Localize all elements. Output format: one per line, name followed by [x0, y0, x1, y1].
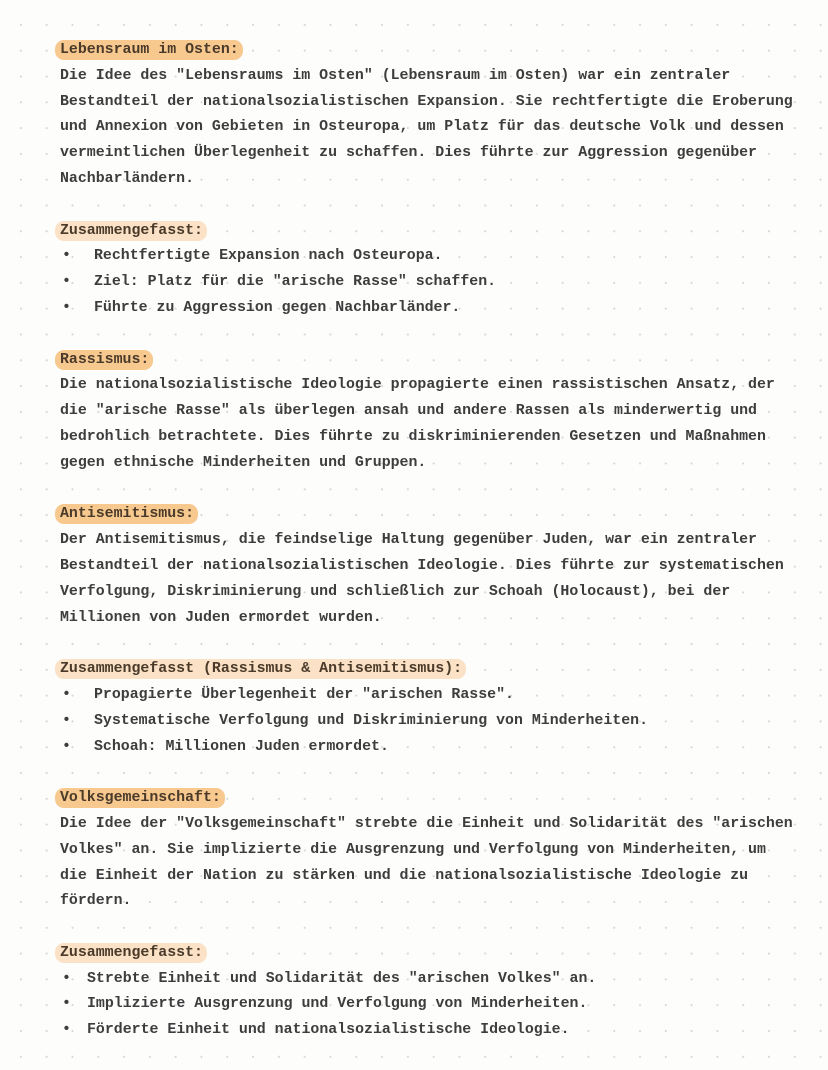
- bullet-icon: •: [62, 970, 71, 987]
- paragraph-line: Die nationalsozialistische Ideologie propagierte einen rassistischen Ansatz, der: [60, 377, 775, 394]
- paragraph-line: Volkes" an. Sie implizierte die Ausgrenzung und Verfolgung von Minderheiten, um: [60, 841, 766, 858]
- list-item: [60, 967, 820, 993]
- section-heading-line: [60, 348, 820, 374]
- summary-heading: Zusammengefasst (Rassismus & Antisemitismus):: [55, 659, 466, 679]
- summary-heading-line: [60, 657, 820, 683]
- summary-heading-line: [60, 219, 820, 245]
- summary-section: [60, 941, 820, 1044]
- list-item: [60, 709, 820, 735]
- bullet-text: Propagierte Überlegenheit der "arischen Rasse".: [94, 686, 514, 703]
- section-heading: Rassismus:: [55, 350, 153, 370]
- bullet-text: Implizierte Ausgrenzung und Verfolgung von Minderheiten.: [87, 996, 588, 1013]
- list-item: [60, 683, 820, 709]
- summary-section: [60, 219, 820, 322]
- bullet-icon: •: [62, 1022, 71, 1039]
- summary-heading-line: [60, 941, 820, 967]
- paragraph-line: Die Idee des "Lebensraums im Osten" (Lebensraum im Osten) war ein zentraler: [60, 67, 731, 84]
- summary-heading: Zusammengefasst:: [55, 943, 207, 963]
- section: [60, 786, 820, 915]
- bullet-text: Schoah: Millionen Juden ermordet.: [94, 738, 389, 755]
- bullet-text: Systematische Verfolgung und Diskriminierung von Minderheiten.: [94, 712, 649, 729]
- summary-section: [60, 657, 820, 760]
- paragraph-line: bedrohlich betrachtete. Dies führte zu diskriminierenden Gesetzen und Maßnahmen: [60, 428, 766, 445]
- paragraph-line: vermeintlichen Überlegenheit zu schaffen. Dies führte zur Aggression gegenüber: [60, 145, 757, 162]
- section-heading: Antisemitismus:: [55, 504, 198, 524]
- bullet-text: Ziel: Platz für die "arische Rasse" schaffen.: [94, 274, 497, 291]
- paragraph-line: Bestandteil der nationalsozialistischen Expansion. Sie rechtfertigte die Eroberung: [60, 93, 793, 110]
- paragraph-line: Verfolgung, Diskriminierung und schließlich zur Schoah (Holocaust), bei der: [60, 583, 731, 600]
- list-item: [60, 244, 820, 270]
- bullet-icon: •: [62, 712, 71, 729]
- bullet-list: [60, 244, 820, 321]
- paragraph-line: Die Idee der "Volksgemeinschaft" strebte die Einheit und Solidarität des "arischen: [60, 815, 793, 832]
- section: [60, 348, 820, 477]
- paragraph-line: und Annexion von Gebieten in Osteuropa, um Platz für das deutsche Volk und dessen: [60, 119, 784, 136]
- summary-heading: Zusammengefasst:: [55, 221, 207, 241]
- paragraph-line: Bestandteil der nationalsozialistischen Ideologie. Dies führte zur systematischen: [60, 557, 784, 574]
- list-item: [60, 735, 820, 761]
- section: [60, 38, 820, 193]
- bullet-icon: •: [62, 299, 71, 316]
- section-heading-line: [60, 786, 820, 812]
- bullet-icon: •: [62, 738, 71, 755]
- paragraph-line: Der Antisemitismus, die feindselige Haltung gegenüber Juden, war ein zentraler: [60, 532, 757, 549]
- bullet-text: Rechtfertigte Expansion nach Osteuropa.: [94, 248, 443, 265]
- paragraph-line: fördern.: [60, 893, 132, 910]
- section: [60, 502, 820, 631]
- section-heading-line: [60, 38, 820, 64]
- list-item: [60, 270, 820, 296]
- section-heading: Volksgemeinschaft:: [55, 788, 225, 808]
- bullet-text: Strebte Einheit und Solidarität des "arischen Volkes" an.: [87, 970, 597, 987]
- bullet-icon: •: [62, 996, 71, 1013]
- section-heading-line: [60, 502, 820, 528]
- bullet-icon: •: [62, 248, 71, 265]
- list-item: [60, 296, 820, 322]
- bullet-icon: •: [62, 274, 71, 291]
- bullet-text: Führte zu Aggression gegen Nachbarländer.: [94, 299, 461, 316]
- bullet-text: Förderte Einheit und nationalsozialistische Ideologie.: [87, 1022, 570, 1039]
- document-body: [60, 38, 820, 1070]
- paragraph-line: Millionen von Juden ermordet wurden.: [60, 609, 382, 626]
- section-heading: Lebensraum im Osten:: [55, 40, 243, 60]
- bullet-icon: •: [62, 686, 71, 703]
- list-item: [60, 992, 820, 1018]
- paragraph-line: gegen ethnische Minderheiten und Gruppen.: [60, 454, 427, 471]
- paragraph-line: die "arische Rasse" als überlegen ansah und andere Rassen als minderwertig und: [60, 403, 757, 420]
- bullet-list: [60, 683, 820, 760]
- list-item: [60, 1018, 820, 1044]
- bullet-list: [60, 967, 820, 1044]
- paragraph-line: die Einheit der Nation zu stärken und die nationalsozialistische Ideologie zu: [60, 867, 749, 884]
- paragraph-line: Nachbarländern.: [60, 170, 195, 187]
